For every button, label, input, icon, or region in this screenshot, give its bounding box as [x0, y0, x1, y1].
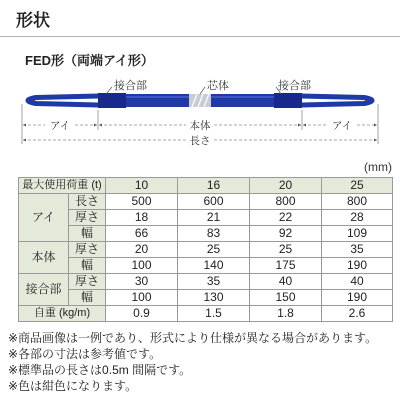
table-cell: 100 [106, 290, 178, 306]
table-cell: 20 [106, 242, 178, 258]
table-row [19, 290, 393, 306]
table-cell: 1.5 [178, 306, 250, 322]
table-row-weight [19, 306, 393, 322]
table-row [19, 258, 393, 274]
table-cell: 190 [322, 290, 393, 306]
header-load-value: 20 [250, 178, 322, 194]
title-divider [0, 36, 400, 37]
joint-left-leader-line [106, 87, 112, 94]
row-label: 長さ [69, 194, 106, 210]
table-row [19, 210, 393, 226]
eye-right-dim-label: アイ [331, 120, 353, 132]
table-cell: 140 [178, 258, 250, 274]
row-label: 幅 [69, 290, 106, 306]
row-label: 幅 [69, 258, 106, 274]
table-cell: 25 [178, 242, 250, 258]
table-cell: 22 [250, 210, 322, 226]
table-cell: 175 [250, 258, 322, 274]
table-cell: 92 [250, 226, 322, 242]
group-label-joint: 接合部 [19, 274, 69, 306]
table-cell: 25 [250, 242, 322, 258]
group-label-eye: アイ [19, 194, 69, 242]
eye-left-dim-label: アイ [49, 120, 71, 132]
product-type-title: FED形（両端アイ形） [25, 53, 154, 68]
length-dim-label: 長さ [189, 135, 211, 147]
table-cell: 83 [178, 226, 250, 242]
body-dim-label: 本体 [189, 120, 211, 132]
joint-right-label: 接合部 [278, 80, 311, 92]
table-cell: 0.9 [106, 306, 178, 322]
table-cell: 30 [106, 274, 178, 290]
row-label: 厚さ [69, 210, 106, 226]
joint-left-label: 接合部 [114, 80, 147, 92]
core-leader-line [200, 87, 205, 94]
table-header-row [19, 178, 393, 194]
header-load-label: 最大使用荷重 (t) [19, 178, 106, 194]
note-item: ※標準品の長さは0.5m 間隔です。 [8, 363, 192, 377]
note-item: ※色は紺色になります。 [8, 379, 138, 393]
table-cell: 150 [250, 290, 322, 306]
table-cell: 18 [106, 210, 178, 226]
row-label: 厚さ [69, 274, 106, 290]
table-cell: 800 [250, 194, 322, 210]
table-cell: 2.6 [322, 306, 393, 322]
weight-label: 自重 (kg/m) [19, 306, 106, 322]
right-eye-loop [301, 96, 372, 105]
group-label-body: 本体 [19, 242, 69, 274]
table-cell: 35 [322, 242, 393, 258]
page-title: 形状 [16, 11, 50, 30]
left-eye-loop [28, 96, 99, 105]
header-load-value: 10 [106, 178, 178, 194]
header-load-value: 16 [178, 178, 250, 194]
note-item: ※商品画像は一例であり、形式により仕様が異なる場合があります。 [8, 331, 378, 345]
table-cell: 66 [106, 226, 178, 242]
table-cell: 190 [322, 258, 393, 274]
table-cell: 35 [178, 274, 250, 290]
row-label: 厚さ [69, 242, 106, 258]
table-cell: 28 [322, 210, 393, 226]
table-cell: 21 [178, 210, 250, 226]
core-label: 芯体 [207, 80, 229, 92]
table-row [19, 242, 393, 258]
table-cell: 1.8 [250, 306, 322, 322]
sling-diagram [0, 70, 400, 150]
notes-list [8, 330, 398, 394]
table-cell: 800 [322, 194, 393, 210]
left-joint-section [98, 93, 126, 108]
unit-label: (mm) [364, 160, 392, 174]
table-row [19, 274, 393, 290]
table-cell: 100 [106, 258, 178, 274]
table-row [19, 194, 393, 210]
table-cell: 600 [178, 194, 250, 210]
table-cell: 40 [250, 274, 322, 290]
table-cell: 109 [322, 226, 393, 242]
right-joint-section [274, 93, 302, 108]
note-item: ※各部の寸法は参考値です。 [8, 347, 162, 361]
table-row [19, 226, 393, 242]
table-cell: 130 [178, 290, 250, 306]
table-cell: 40 [322, 274, 393, 290]
row-label: 幅 [69, 226, 106, 242]
table-cell: 500 [106, 194, 178, 210]
spec-table [18, 177, 393, 322]
header-load-value: 25 [322, 178, 393, 194]
